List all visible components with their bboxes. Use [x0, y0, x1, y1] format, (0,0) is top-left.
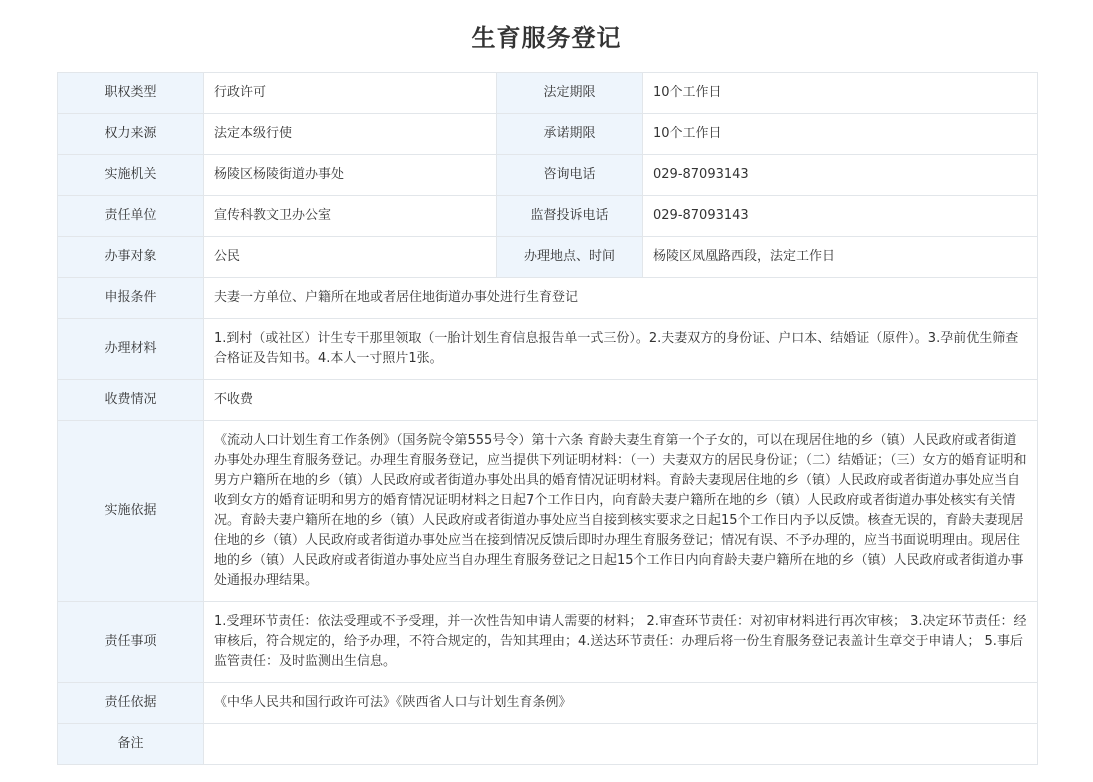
field-label: 责任事项 [58, 602, 204, 683]
table-row [58, 73, 1038, 114]
field-value: 行政许可 [204, 73, 497, 114]
field-value: 宣传科教文卫办公室 [204, 196, 497, 237]
table-row [58, 683, 1038, 724]
field-value: 1.到村（或社区）计生专干那里领取（一胎计划生育信息报告单一式三份）。2.夫妻双方的身份证、户口本、结婚证（原件）。3.孕前优生筛查合格证及告知书。4.本人一寸照片1张。 [204, 319, 1038, 380]
field-value: 法定本级行使 [204, 114, 497, 155]
field-value: 10个工作日 [643, 114, 1038, 155]
field-value: 公民 [204, 237, 497, 278]
field-value: 不收费 [204, 380, 1038, 421]
field-label: 承诺期限 [497, 114, 643, 155]
field-value: 杨陵区杨陵街道办事处 [204, 155, 497, 196]
field-label: 咨询电话 [497, 155, 643, 196]
field-label: 实施依据 [58, 421, 204, 602]
field-label: 实施机关 [58, 155, 204, 196]
field-label: 法定期限 [497, 73, 643, 114]
field-label: 监督投诉电话 [497, 196, 643, 237]
field-label: 申报条件 [58, 278, 204, 319]
field-label: 办事对象 [58, 237, 204, 278]
field-label: 职权类型 [58, 73, 204, 114]
info-table [57, 72, 1038, 765]
field-value: 10个工作日 [643, 73, 1038, 114]
field-value: 1.受理环节责任：依法受理或不予受理，并一次性告知申请人需要的材料； 2.审查环节责任：对初审材料进行再次审核； 3.决定环节责任：经审核后，符合规定的，给予办理，不符合规定的，告知其理由；4.送达环节责任：办理后将一份生育服务登记表盖计生章交于申请人； 5.事后监管责任：及时监测出生信息。 [204, 602, 1038, 683]
table-row [58, 278, 1038, 319]
field-value: 029-87093143 [643, 155, 1038, 196]
field-label: 办理地点、时间 [497, 237, 643, 278]
field-value: 029-87093143 [643, 196, 1038, 237]
table-row [58, 319, 1038, 380]
table-row [58, 196, 1038, 237]
field-value [204, 724, 1038, 765]
table-row [58, 724, 1038, 765]
field-label: 办理材料 [58, 319, 204, 380]
field-label: 责任依据 [58, 683, 204, 724]
table-row [58, 237, 1038, 278]
field-value: 《中华人民共和国行政许可法》《陕西省人口与计划生育条例》 [204, 683, 1038, 724]
field-value: 《流动人口计划生育工作条例》（国务院令第555号令）第十六条 育龄夫妻生育第一个子女的，可以在现居住地的乡（镇）人民政府或者街道办事处办理生育服务登记。办理生育服务登记，应当提供下列证明材料：（一）夫妻双方的居民身份证；（二）结婚证；（三）女方的婚育证明和男方户籍所在地的乡（镇）人民政府或者街道办事处出具的婚育情况证明材料。育龄夫妻现居住地的乡（镇）人民政府或者街道办事处应当自收到女方的婚育证明和男方的婚育情况证明材料之日起7个工作日内，向育龄夫妻户籍所在地的乡（镇）人民政府或者街道办事处核实有关情况。育龄夫妻户籍所在地的乡（镇）人民政府或者街道办事处应当自接到核实要求之日起15个工作日内予以反馈。核查无误的，育龄夫妻现居住地的乡（镇）人民政府或者街道办事处应当在接到情况反馈后即时办理生育服务登记；情况有误、不予办理的，应当书面说明理由。现居住地的乡（镇）人民政府或者街道办事处应当自办理生育服务登记之日起15个工作日内向育龄夫妻户籍所在地的乡（镇）人民政府或者街道办事处通报办理结果。 [204, 421, 1038, 602]
table-row [58, 114, 1038, 155]
field-label: 责任单位 [58, 196, 204, 237]
field-value: 杨陵区凤凰路西段，法定工作日 [643, 237, 1038, 278]
field-label: 权力来源 [58, 114, 204, 155]
field-label: 收费情况 [58, 380, 204, 421]
table-row [58, 380, 1038, 421]
table-row [58, 602, 1038, 683]
table-row [58, 155, 1038, 196]
page-title: 生育服务登记 [471, 24, 622, 52]
field-label: 备注 [58, 724, 204, 765]
table-row [58, 421, 1038, 602]
field-value: 夫妻一方单位、户籍所在地或者居住地街道办事处进行生育登记 [204, 278, 1038, 319]
